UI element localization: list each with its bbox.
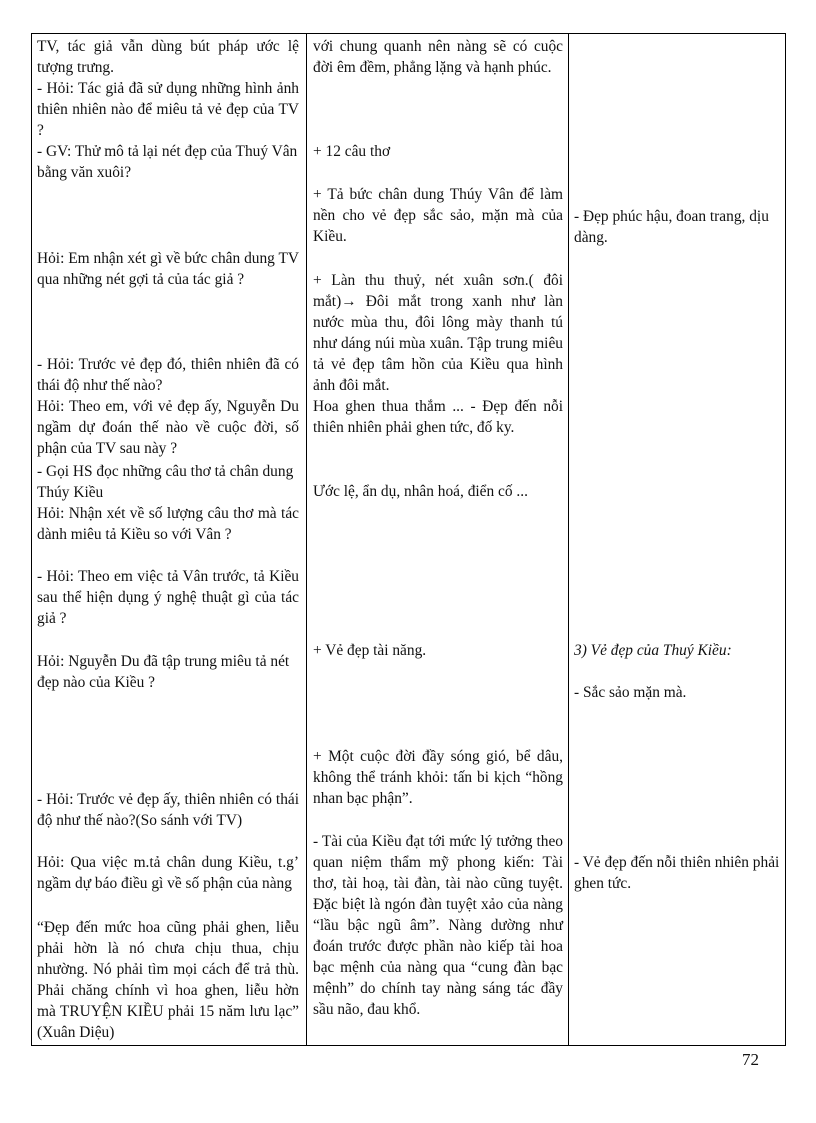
text-paragraph: - Đẹp phúc hậu, đoan trang, dịu dàng. xyxy=(574,208,769,246)
text-paragraph: - Gọi HS đọc những câu thơ tả chân dung Thúy Kiều xyxy=(37,463,294,501)
text-paragraph: Hoa ghen thua thắm ... - Đẹp đến nỗi thiên nhiên phải ghen tức, đố ky. xyxy=(313,398,563,436)
quote-paragraph: “Đẹp đến mức hoa cũng phải ghen, liễu phải hờn là nó chưa chịu thua, chịu nhường. Nó phải tìm mọi cách để trả thù. Phải chăng chính vì hoa ghen, liễu hờn mà TRUYỆN KIỀU phải 15 năm lưu lạc” (Xuân Diệu) xyxy=(37,919,299,1041)
text-paragraph: + 12 câu thơ xyxy=(313,143,391,160)
text-paragraph: + Một cuộc đời đầy sóng gió, bể dâu, không thể tránh khỏi: tấn bi kịch “hồng nhan bạc phận”. xyxy=(313,748,563,807)
text-paragraph: + Tả bức chân dung Thúy Vân để làm nền cho vẻ đẹp sắc sảo, mặn mà của Kiều. xyxy=(313,186,563,245)
text-paragraph: Hỏi: Theo em, với vẻ đẹp ấy, Nguyễn Du ngầm dự đoán thế nào về cuộc đời, số phận của TV sau này ? xyxy=(37,398,299,457)
text-paragraph: với chung quanh nên nàng sẽ có cuộc đời êm đềm, phẳng lặng và hạnh phúc. xyxy=(313,38,563,76)
text-paragraph: - Hỏi: Theo em việc tả Vân trước, tả Kiều sau thể hiện dụng ý nghệ thuật gì của tác giả ? xyxy=(37,568,299,627)
text-paragraph: - Hỏi: Trước vẻ đẹp ấy, thiên nhiên có thái độ như thế nào?(So sánh với TV) xyxy=(37,791,299,829)
student-activity-column xyxy=(306,34,568,1045)
text-paragraph: - Hỏi: Trước vẻ đẹp đó, thiên nhiên đã có thái độ như thế nào? xyxy=(37,356,299,394)
text-paragraph: Hỏi: Em nhận xét gì về bức chân dung TV qua những nét gợi tả của tác giả ? xyxy=(37,250,299,288)
text-paragraph: - Vẻ đẹp đến nỗi thiên nhiên phải ghen tức. xyxy=(574,854,780,892)
text-paragraph: - Hỏi: Tác giả đã sử dụng những hình ảnh thiên nhiên nào để miêu tả vẻ đẹp của TV ? xyxy=(37,80,299,139)
text-paragraph: - Tài của Kiều đạt tới mức lý tưởng theo quan niệm thẩm mỹ phong kiến: Tài thơ, tài hoạ, tài đàn, tài nào cũng tuyệt. Đặc biệt là ngón đàn tuyệt xảo của nàng “lầu bậc ngũ âm”. Nàng dường như đoán trước được phần nào kiếp tài hoa bạc mệnh của nàng qua “cung đàn bạc mệnh” do chính tay nàng sáng tác đầy sầu não, đau khổ. xyxy=(313,833,563,1018)
content-column xyxy=(568,34,786,1045)
lesson-table xyxy=(31,33,786,1046)
teacher-activity-column xyxy=(32,34,306,1045)
section-heading: 3) Vẻ đẹp của Thuý Kiều: xyxy=(574,642,732,659)
text-paragraph: Hỏi: Nguyễn Du đã tập trung miêu tả nét đẹp nào của Kiều ? xyxy=(37,653,290,691)
text-paragraph: - Sắc sảo mặn mà. xyxy=(574,684,687,701)
text-paragraph: Hỏi: Qua việc m.tả chân dung Kiều, t.g’ ngầm dự báo điều gì về số phận của nàng xyxy=(37,854,299,892)
text-paragraph: Ước lệ, ẩn dụ, nhân hoá, điển cố ... xyxy=(313,483,528,500)
text-paragraph: + Vẻ đẹp tài năng. xyxy=(313,642,427,659)
text-paragraph: - GV: Thử mô tả lại nét đẹp của Thuý Vân bằng văn xuôi? xyxy=(37,143,298,181)
text-paragraph: + Làn thu thuỷ, nét xuân sơn.( đôi mắt)→ Đôi mắt trong xanh như làn nước mùa thu, đôi lông mày thanh tú như dáng núi mùa xuân. Tập trung miêu tả vẻ đẹp tâm hồn của Kiều qua hình ảnh đôi mắt. xyxy=(313,272,563,394)
page-number: 72 xyxy=(742,1050,759,1069)
text-paragraph: Hỏi: Nhận xét về số lượng câu thơ mà tác dành miêu tả Kiều so với Vân ? xyxy=(37,505,299,543)
text-paragraph: TV, tác giả vẫn dùng bút pháp ước lệ tượng trưng. xyxy=(37,38,299,76)
